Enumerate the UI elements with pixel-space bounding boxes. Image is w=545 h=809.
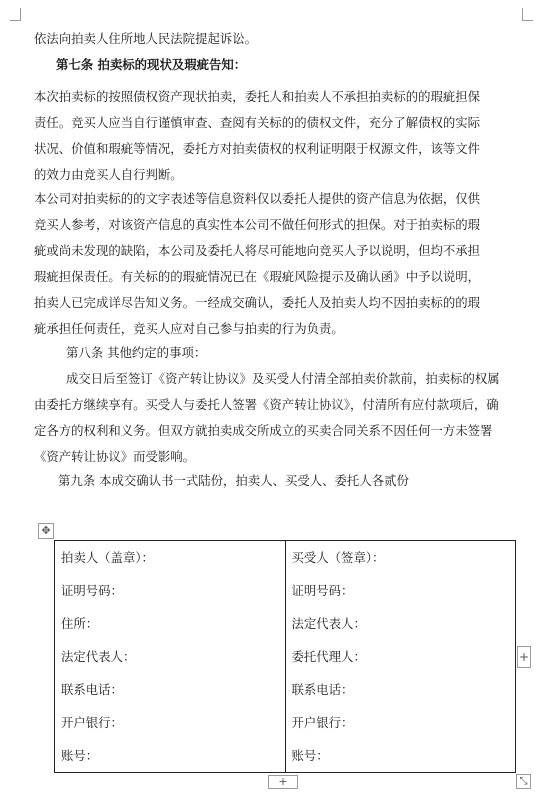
text-line: 的效力由竞买人自行判断。 (34, 167, 183, 182)
text-line: 成交日后至签订《资产转让协议》及买受人付清全部拍卖价款前，拍卖标的权属 (66, 371, 500, 386)
seller-column (55, 541, 286, 773)
add-row-button[interactable]: + (268, 775, 298, 789)
text-line: 定各方的权利和义务。但双方就拍卖成交所成立的买卖合同关系不因任何一方未签署 (34, 423, 493, 438)
paragraph-lawsuit-clause (34, 26, 516, 52)
text-line: 责任。竞买人应当自行谨慎审查、查阅有关标的的债权文件，充分了解债权的实际 (34, 115, 481, 130)
signature-field-label: 委托代理人： (291, 649, 366, 664)
signature-field-label: 法定代表人： (61, 649, 136, 664)
text-line: 疵或尚未发现的缺陷，本公司及委托人将尽可能地向竞买人予以说明，但均不承担 (34, 243, 481, 258)
signature-field-label: 联系电话： (291, 682, 354, 697)
article-7-paragraph-1 (34, 84, 516, 188)
article-8-paragraph (34, 366, 516, 470)
signature-field-label: 开户银行： (291, 715, 354, 730)
text-line: 瑕疵担保责任。有关标的的瑕疵情况已在《瑕疵风险提示及确认函》中予以说明， (34, 269, 481, 284)
article-8-heading: 第八条 其他约定的事项： (66, 345, 207, 360)
article-7-paragraph-2 (34, 186, 516, 342)
text-line: 本次拍卖标的按照债权资产现状拍卖，委托人和拍卖人不承担拍卖标的的瑕疵担保 (34, 89, 481, 104)
text-line: 疵承担任何责任，竞买人应对自己参与拍卖的行为负责。 (34, 321, 344, 336)
table-resize-handle-icon[interactable]: ⤡ (516, 774, 531, 789)
signature-field-label: 账号： (291, 748, 329, 763)
text-line: 本公司对拍卖标的的文字表述等信息资料仅以委托人提供的资产信息为依据，仅供 (34, 191, 481, 206)
signature-field-label: 账号： (61, 748, 99, 763)
buyer-column (285, 541, 516, 773)
signature-field-label: 开户银行： (61, 715, 123, 730)
text-line: 《资产转让协议》而受影响。 (34, 449, 196, 464)
text-line: 由委托方继续享有。买受人与委托人签署《资产转让协议》，付清所有应付款项后，确 (34, 397, 499, 412)
signature-field-label: 拍卖人（盖章）： (61, 550, 154, 565)
signature-table (54, 540, 516, 773)
text-line: 竞买人参考，对该资产信息的真实性本公司不做任何形式的担保。对于拍卖标的瑕 (34, 217, 481, 232)
signature-field-label: 证明号码： (61, 583, 123, 598)
article-7-heading: 第七条 拍卖标的现状及瑕疵告知： (56, 57, 247, 72)
text-line: 依法向拍卖人住所地人民法院提起诉讼。 (34, 31, 258, 46)
article-9-text: 第九条 本成交确认书一式陆份，拍卖人、买受人、委托人各贰份 (58, 473, 409, 488)
text-line: 拍卖人已完成详尽告知义务。一经成交确认，委托人及拍卖人均不因拍卖标的的瑕 (34, 295, 481, 310)
signature-field-label: 证明号码： (291, 583, 354, 598)
signature-field-label: 住所： (61, 616, 99, 631)
add-column-button[interactable]: + (517, 646, 531, 668)
signature-field-label: 法定代表人： (291, 616, 366, 631)
signature-field-label: 联系电话： (61, 682, 123, 697)
text-line: 状况、价值和瑕疵等情况，委托方对拍卖债权的权利证明限于权源文件，该等文件 (34, 141, 481, 156)
page-corner-mark-top-right (522, 8, 533, 21)
table-move-handle-icon[interactable]: ✥ (38, 523, 54, 539)
page-corner-mark-top-left (10, 8, 21, 21)
signature-field-label: 买受人（签章）： (291, 550, 385, 565)
